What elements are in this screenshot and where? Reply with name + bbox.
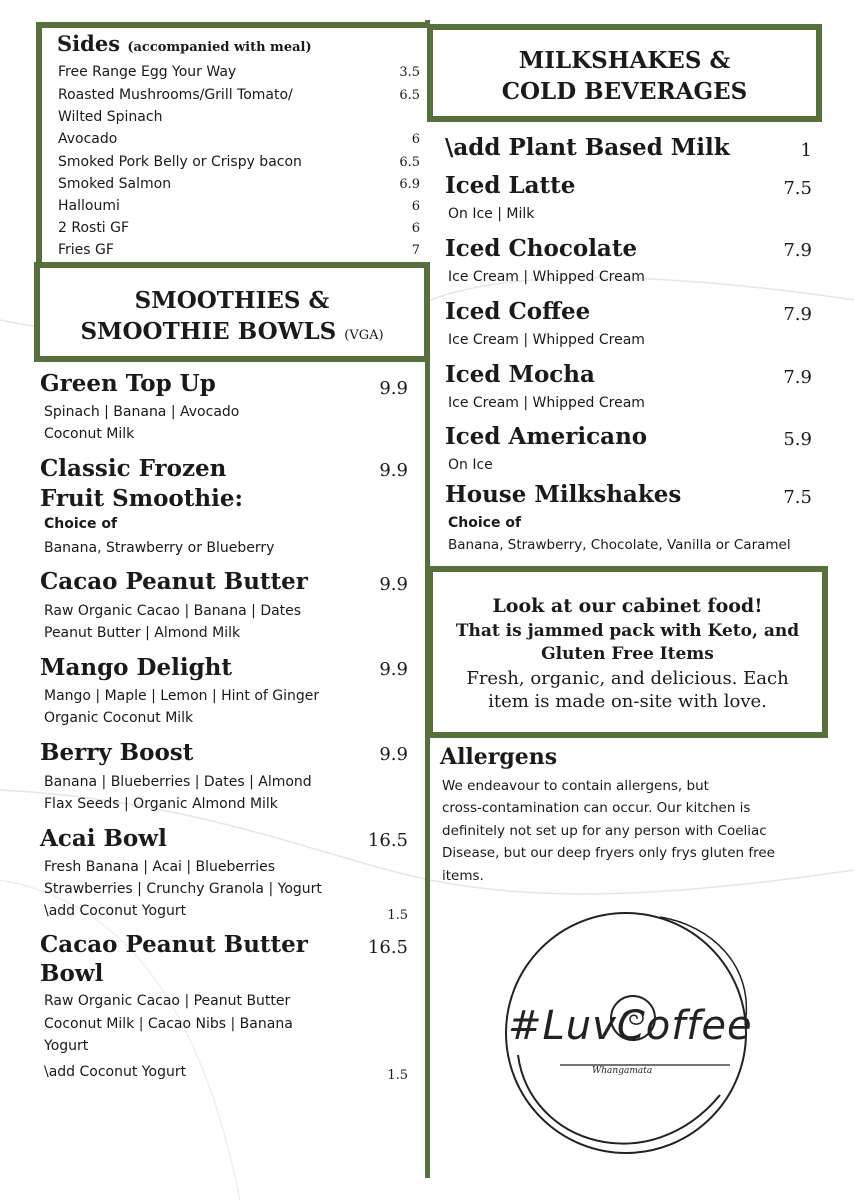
cabinet-line3: Gluten Free Items: [541, 644, 714, 664]
cabinet-line2: That is jammed pack with Keto, and: [455, 621, 800, 641]
cabinet-line4: Fresh, organic, and delicious. Each item is made on-site with love.: [466, 668, 789, 712]
item-desc: Peanut Butter | Almond Milk: [44, 625, 241, 641]
item-title: \add Plant Based Milk: [445, 134, 730, 161]
item-desc: Strawberries | Crunchy Granola | Yogurt: [44, 881, 322, 897]
milkshakes-header-box: [427, 24, 822, 122]
item-title: Classic Frozen: [40, 455, 227, 482]
item-price: 7.5: [783, 178, 812, 199]
allergens-line: cross-contamination can occur. Our kitchen is: [442, 800, 751, 816]
item-title: Acai Bowl: [40, 825, 167, 852]
item-desc: Fresh Banana | Acai | Blueberries: [44, 859, 276, 875]
item-price: 9.9: [379, 574, 408, 595]
item-title: Mango Delight: [40, 654, 232, 681]
allergens-line: We endeavour to contain allergens, but: [442, 778, 709, 794]
allergens-line: items.: [442, 868, 484, 884]
item-price: 7.9: [783, 240, 812, 261]
logo-text: #LuvCoffee: [508, 1003, 753, 1049]
item-desc: Banana | Blueberries | Dates | Almond: [44, 774, 312, 790]
milkshakes-heading-line1: MILKSHAKES &: [518, 47, 731, 74]
logo-tagline: Whangamata: [592, 1066, 653, 1076]
item-desc: Banana, Strawberry, Chocolate, Vanilla or Caramel: [448, 537, 791, 553]
item-title: Green Top Up: [40, 370, 216, 397]
item-desc: Ice Cream | Whipped Cream: [448, 332, 645, 348]
item-price: 9.9: [379, 378, 408, 399]
addon-price: 1.5: [387, 908, 408, 923]
item-desc: Raw Organic Cacao | Peanut Butter: [44, 993, 291, 1009]
item-desc: Ice Cream | Whipped Cream: [448, 269, 645, 285]
smoothies-heading-line1: SMOOTHIES &: [134, 287, 330, 314]
item-price: 7.5: [783, 487, 812, 508]
item-price: 16.5: [367, 937, 408, 958]
item-title: Iced Americano: [445, 423, 648, 450]
cabinet-line1: Look at our cabinet food!: [492, 595, 763, 617]
item-desc: Mango | Maple | Lemon | Hint of Ginger: [44, 688, 320, 704]
item-desc: Banana, Strawberry or Blueberry: [44, 540, 275, 556]
item-price: 9.9: [379, 659, 408, 680]
item-desc: On Ice: [448, 457, 493, 473]
item-desc: Coconut Milk: [44, 426, 135, 442]
allergens-title: Allergens: [440, 744, 558, 770]
item-desc: Yogurt: [44, 1038, 89, 1054]
item-title: Berry Boost: [40, 739, 194, 766]
sides-box: Sides (accompanied with meal) Free Range Egg Your Way 3.5 Roasted Mushrooms/Grill Tomato/ 6.5 Wilted Spinach Avocado 6 Smoked Pork Belly or Crispy bacon 6.5 Smoked Salmon 6.9 Halloumi 6 2 Rosti GF 6 Fries GF 7: [36, 22, 430, 268]
smoothies-heading-line2: SMOOTHIE BOWLS (VGA): [80, 318, 384, 345]
item-title: Iced Latte: [445, 172, 576, 199]
item-price: 5.9: [783, 429, 812, 450]
item-title: Cacao Peanut Butter: [40, 568, 308, 595]
item-price: 16.5: [367, 830, 408, 851]
item-desc: Ice Cream | Whipped Cream: [448, 395, 645, 411]
item-title: Iced Coffee: [445, 298, 591, 325]
item-title: Iced Mocha: [445, 361, 595, 388]
item-addon: \add Coconut Yogurt: [44, 1064, 187, 1080]
item-title: Bowl: [40, 960, 104, 987]
item-title: Cacao Peanut Butter: [40, 931, 308, 958]
item-price: 7.9: [783, 304, 812, 325]
smoothies-header-box: [34, 262, 430, 362]
item-desc: Raw Organic Cacao | Banana | Dates: [44, 603, 302, 619]
item-choice: Choice of: [44, 516, 118, 532]
item-price: 1: [800, 140, 812, 161]
item-price: 7.9: [783, 367, 812, 388]
sides-title: Sides (accompanied with meal): [57, 31, 312, 56]
item-desc: Organic Coconut Milk: [44, 710, 194, 726]
item-desc: On Ice | Milk: [448, 206, 535, 222]
item-desc: Coconut Milk | Cacao Nibs | Banana: [44, 1016, 293, 1032]
allergens-line: Disease, but our deep fryers only frys gluten free: [442, 845, 775, 861]
item-title: House Milkshakes: [445, 481, 682, 508]
item-desc: Spinach | Banana | Avocado: [44, 404, 240, 420]
item-choice: Choice of: [448, 515, 522, 531]
milkshakes-heading-line2: COLD BEVERAGES: [501, 78, 748, 105]
allergens-line: definitely not set up for any person with Coeliac: [442, 823, 767, 839]
item-title: Iced Chocolate: [445, 235, 638, 262]
item-desc: Flax Seeds | Organic Almond Milk: [44, 796, 278, 812]
cabinet-food-box: [427, 566, 828, 738]
item-price: 9.9: [379, 744, 408, 765]
item-addon: \add Coconut Yogurt: [44, 903, 187, 919]
item-title: Fruit Smoothie:: [40, 485, 243, 512]
item-price: 9.9: [379, 460, 408, 481]
addon-price: 1.5: [387, 1068, 408, 1083]
